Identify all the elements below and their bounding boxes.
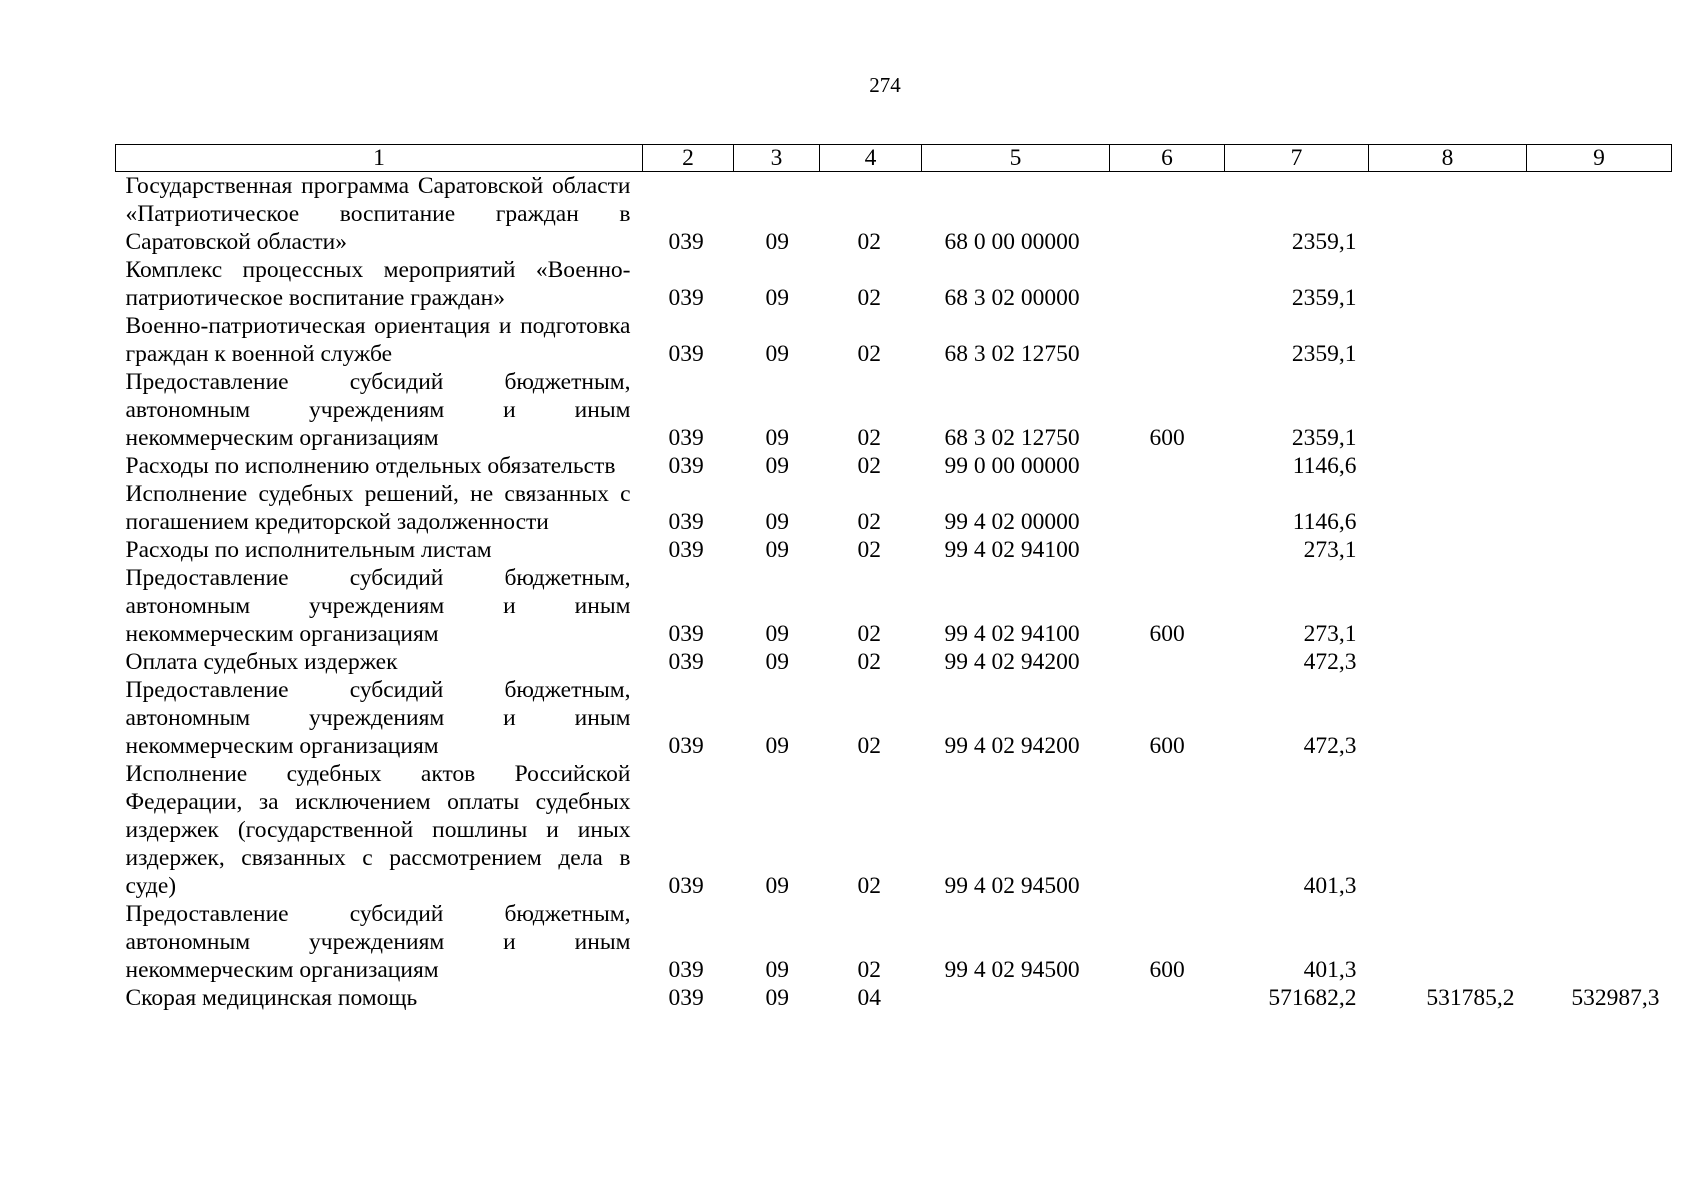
section-code-cell: 09 (765, 285, 789, 311)
expense-name-cell: Военно-патриотическая ориентация и подготовка граждан к военной службе (125, 313, 631, 367)
expense-name-cell: Исполнение судебных актов Российской Федерации, за исключением оплаты судебных издержек (государственной пошлины и иных издержек, связанных с рассмотрением дела в суде) (125, 761, 631, 899)
table-row (116, 536, 1672, 564)
amount-col8-cell (1369, 760, 1527, 900)
subsection-code-cell: 02 (857, 425, 881, 451)
target-article-cell: 99 4 02 94500 (944, 957, 1080, 983)
target-article-cell: 99 4 02 94200 (944, 649, 1080, 675)
target-article-cell: 68 0 00 00000 (944, 229, 1080, 255)
expense-type-cell: 600 (1149, 425, 1185, 451)
amount-col8-cell (1369, 648, 1527, 676)
target-article-cell: 99 4 02 00000 (944, 509, 1080, 535)
amount-col9-cell (1527, 480, 1672, 536)
expense-type-cell (1110, 760, 1225, 900)
ministry-code-cell: 039 (668, 957, 704, 983)
target-article-cell: 68 3 02 00000 (944, 285, 1080, 311)
subsection-code-cell: 02 (857, 649, 881, 675)
section-code-cell: 09 (765, 537, 789, 563)
column-header: 8 (1369, 145, 1527, 172)
expense-type-cell (1110, 648, 1225, 676)
amount-col9-cell (1527, 760, 1672, 900)
target-article-cell: 99 4 02 94500 (944, 873, 1080, 899)
expense-type-cell: 600 (1149, 733, 1185, 759)
amount-col9-cell (1527, 452, 1672, 480)
header-row (116, 145, 1672, 172)
amount-col7-cell: 472,3 (1303, 733, 1357, 759)
column-header: 5 (922, 145, 1110, 172)
amount-col9-cell (1527, 900, 1672, 984)
section-code-cell: 09 (765, 873, 789, 899)
amount-col8-cell (1369, 452, 1527, 480)
section-code-cell: 09 (765, 985, 789, 1011)
ministry-code-cell: 039 (668, 341, 704, 367)
amount-col9-cell (1527, 172, 1672, 257)
ministry-code-cell: 039 (668, 649, 704, 675)
expense-name-cell: Исполнение судебных решений, не связанных с погашением кредиторской задолженности (125, 481, 631, 535)
column-header: 1 (116, 145, 643, 172)
column-header: 3 (734, 145, 820, 172)
target-article-cell: 99 4 02 94100 (944, 537, 1080, 563)
column-header: 2 (643, 145, 734, 172)
column-header: 6 (1110, 145, 1225, 172)
ministry-code-cell: 039 (668, 509, 704, 535)
amount-col8-cell: 531785,2 (1426, 985, 1515, 1011)
amount-col7-cell: 401,3 (1303, 873, 1357, 899)
target-article-cell (922, 984, 1110, 1012)
amount-col8-cell (1369, 172, 1527, 257)
section-code-cell: 09 (765, 649, 789, 675)
subsection-code-cell: 02 (857, 453, 881, 479)
expense-name-cell: Государственная программа Саратовской области «Патриотическое воспитание граждан в Саратовской области» (125, 173, 631, 255)
ministry-code-cell: 039 (668, 985, 704, 1011)
ministry-code-cell: 039 (668, 425, 704, 451)
page-number: 274 (869, 73, 901, 97)
ministry-code-cell: 039 (668, 873, 704, 899)
section-code-cell: 09 (765, 621, 789, 647)
expense-type-cell: 600 (1149, 621, 1185, 647)
target-article-cell: 99 0 00 00000 (944, 453, 1080, 479)
expense-type-cell (1110, 256, 1225, 312)
subsection-code-cell: 02 (857, 341, 881, 367)
table-row (116, 368, 1672, 452)
column-header: 9 (1527, 145, 1672, 172)
expense-type-cell (1110, 984, 1225, 1012)
expense-type-cell (1110, 172, 1225, 257)
amount-col9-cell (1527, 368, 1672, 452)
expense-name-cell: Предоставление субсидий бюджетным, автономным учреждениям и иным некоммерческим организациям (125, 677, 631, 759)
subsection-code-cell: 02 (857, 285, 881, 311)
section-code-cell: 09 (765, 509, 789, 535)
subsection-code-cell: 02 (857, 957, 881, 983)
amount-col7-cell: 2359,1 (1291, 341, 1357, 367)
section-code-cell: 09 (765, 425, 789, 451)
section-code-cell: 09 (765, 229, 789, 255)
table-row (116, 676, 1672, 760)
subsection-code-cell: 04 (857, 985, 881, 1011)
section-code-cell: 09 (765, 453, 789, 479)
section-code-cell: 09 (765, 733, 789, 759)
expense-name-cell: Скорая медицинская помощь (125, 985, 418, 1011)
amount-col7-cell: 273,1 (1303, 621, 1357, 647)
amount-col7-cell: 2359,1 (1291, 425, 1357, 451)
column-header: 7 (1225, 145, 1369, 172)
amount-col9-cell (1527, 256, 1672, 312)
expense-name-cell: Предоставление субсидий бюджетным, автономным учреждениям и иным некоммерческим организациям (125, 369, 631, 451)
amount-col8-cell (1369, 480, 1527, 536)
ministry-code-cell: 039 (668, 733, 704, 759)
amount-col8-cell (1369, 900, 1527, 984)
expense-type-cell (1110, 536, 1225, 564)
column-header: 4 (820, 145, 922, 172)
table-row (116, 312, 1672, 368)
expense-type-cell: 600 (1149, 957, 1185, 983)
expense-name-cell: Комплекс процессных мероприятий «Военно-патриотическое воспитание граждан» (125, 257, 631, 311)
amount-col9-cell (1527, 564, 1672, 648)
amount-col8-cell (1369, 536, 1527, 564)
expense-name-cell: Предоставление субсидий бюджетным, автономным учреждениям и иным некоммерческим организациям (125, 565, 631, 647)
expense-type-cell (1110, 452, 1225, 480)
target-article-cell: 99 4 02 94100 (944, 621, 1080, 647)
expense-name-cell: Расходы по исполнению отдельных обязательств (125, 453, 616, 479)
ministry-code-cell: 039 (668, 229, 704, 255)
section-code-cell: 09 (765, 341, 789, 367)
subsection-code-cell: 02 (857, 509, 881, 535)
ministry-code-cell: 039 (668, 453, 704, 479)
table-row (116, 648, 1672, 676)
amount-col8-cell (1369, 312, 1527, 368)
amount-col7-cell: 2359,1 (1291, 285, 1357, 311)
target-article-cell: 68 3 02 12750 (944, 425, 1080, 451)
expense-name-cell: Предоставление субсидий бюджетным, автономным учреждениям и иным некоммерческим организациям (125, 901, 631, 983)
amount-col8-cell (1369, 256, 1527, 312)
subsection-code-cell: 02 (857, 537, 881, 563)
expense-name-cell: Расходы по исполнительным листам (125, 537, 492, 563)
amount-col8-cell (1369, 676, 1527, 760)
target-article-cell: 68 3 02 12750 (944, 341, 1080, 367)
amount-col9-cell (1527, 312, 1672, 368)
expense-type-cell (1110, 312, 1225, 368)
amount-col9-cell (1527, 648, 1672, 676)
expense-type-cell (1110, 480, 1225, 536)
amount-col7-cell: 472,3 (1303, 649, 1357, 675)
amount-col7-cell: 1146,6 (1292, 453, 1357, 479)
amount-col7-cell: 571682,2 (1268, 985, 1357, 1011)
amount-col9-cell: 532987,3 (1571, 985, 1660, 1011)
table-row (116, 760, 1672, 900)
table-row (116, 256, 1672, 312)
subsection-code-cell: 02 (857, 229, 881, 255)
amount-col7-cell: 401,3 (1303, 957, 1357, 983)
target-article-cell: 99 4 02 94200 (944, 733, 1080, 759)
amount-col7-cell: 2359,1 (1291, 229, 1357, 255)
amount-col7-cell: 1146,6 (1292, 509, 1357, 535)
budget-table (115, 144, 1672, 1012)
amount-col8-cell (1369, 564, 1527, 648)
table-row (116, 984, 1672, 1012)
ministry-code-cell: 039 (668, 285, 704, 311)
table-row (116, 564, 1672, 648)
table-row (116, 452, 1672, 480)
table-row (116, 900, 1672, 984)
amount-col7-cell: 273,1 (1303, 537, 1357, 563)
table-row (116, 480, 1672, 536)
subsection-code-cell: 02 (857, 733, 881, 759)
subsection-code-cell: 02 (857, 621, 881, 647)
ministry-code-cell: 039 (668, 621, 704, 647)
expense-name-cell: Оплата судебных издержек (125, 649, 398, 675)
ministry-code-cell: 039 (668, 537, 704, 563)
amount-col8-cell (1369, 368, 1527, 452)
amount-col9-cell (1527, 676, 1672, 760)
table-row (116, 172, 1672, 257)
subsection-code-cell: 02 (857, 873, 881, 899)
amount-col9-cell (1527, 536, 1672, 564)
section-code-cell: 09 (765, 957, 789, 983)
